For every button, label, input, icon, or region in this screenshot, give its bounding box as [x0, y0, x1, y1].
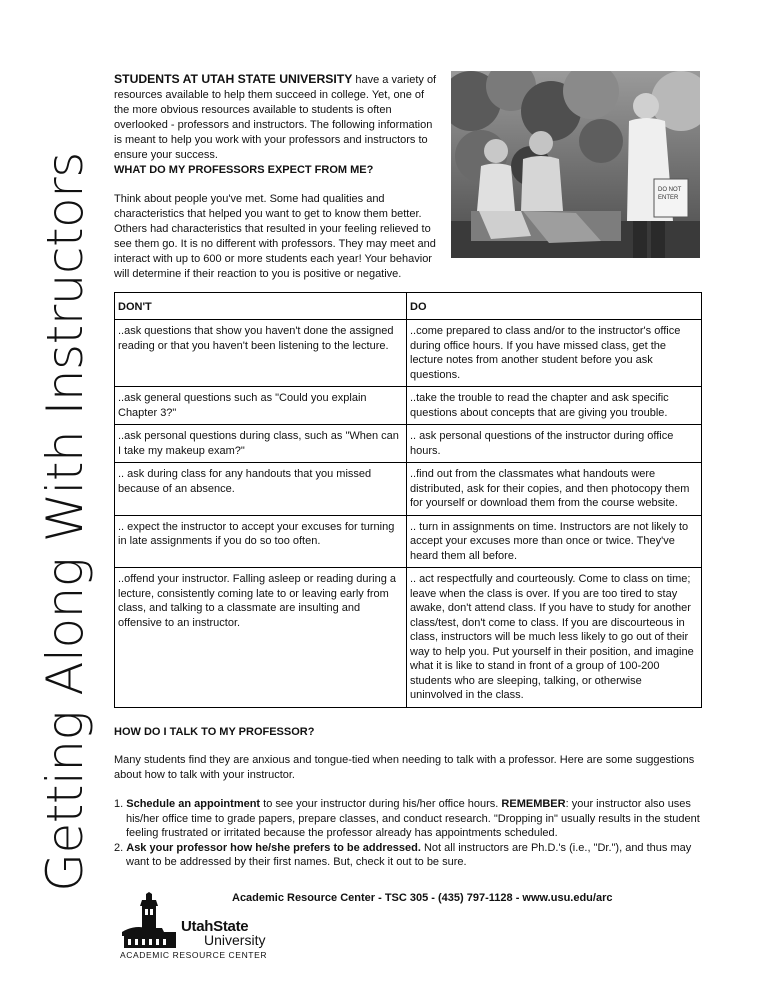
tip-text: Not all instructors are Ph.D.'s (i.e., "Dr."), and thus may want to be addressed by their first names. But, check it out to be sure.	[126, 841, 692, 868]
photo-illustration	[451, 71, 700, 258]
dont-do-table	[114, 292, 702, 708]
talk-paragraph: Many students find they are anxious and tongue-tied when needing to talk with a professor. Here are some suggestions about how to talk with your instructor.	[114, 754, 695, 781]
tip-text-2: : your instructor also uses his/her office time to grade papers, prepare classes, and conduct research. "Dropping in" usually results in the student feeling frustrated or irritated because the professor already has appointments scheduled.	[126, 798, 700, 839]
dont-cell: ..ask personal questions during class, such as "When can I take my makeup exam?"	[115, 425, 407, 463]
tip-number: 2.	[114, 841, 124, 854]
students-with-professor-photo	[451, 71, 700, 258]
suggestions-list	[114, 797, 704, 870]
photo-sign-text: DO NOT ENTER	[658, 187, 682, 201]
header-do: DO	[407, 293, 702, 320]
tip-remember: REMEMBER	[501, 798, 566, 810]
dont-cell: ..ask general questions such as "Could you explain Chapter 3?"	[115, 387, 407, 425]
side-title	[34, 57, 96, 987]
do-cell: ..take the trouble to read the chapter and ask specific questions about concepts that are giving you trouble.	[407, 387, 702, 425]
tip-bold: Ask your professor how he/she prefers to be addressed.	[126, 841, 421, 854]
intro-lead: STUDENTS AT UTAH STATE UNIVERSITY	[114, 72, 353, 86]
talk-heading: HOW DO I TALK TO MY PROFESSOR?	[114, 726, 315, 738]
header-dont: DON'T	[115, 293, 407, 320]
table-header-row	[115, 293, 702, 320]
logo-utahstate: UtahState	[181, 918, 249, 935]
tip-bold: Schedule an appointment	[126, 798, 261, 810]
dont-cell: ..offend your instructor. Falling asleep or reading during a lecture, consistently coming late to or leaving early from class, and talking to a classmate are insulting and offensive to an instructor.	[115, 568, 407, 708]
table-row	[115, 320, 702, 387]
do-cell: ..find out from the classmates what handouts were distributed, ask for their copies, and then photocopy them for yourself or download them from the course website.	[407, 463, 702, 516]
table-row	[115, 515, 702, 568]
list-item	[114, 841, 704, 870]
do-cell: .. ask personal questions of the instructor during office hours.	[407, 425, 702, 463]
dont-cell: .. expect the instructor to accept your excuses for turning in late assignments if you do so too often.	[115, 515, 407, 568]
logo-arc: ACADEMIC RESOURCE CENTER	[120, 950, 268, 960]
footer-contact: Academic Resource Center - TSC 305 - (435) 797-1128 - www.usu.edu/arc	[232, 892, 613, 904]
do-cell: .. act respectfully and courteously. Come to class on time; leave when the class is over. If you are too tired to stay awake, don't attend class. If you have to study for another class/test, don't come to class. If you are discourteous in class, instructors will be much less likely to go out of their way to help you. Put yourself in their position, and imagine what it is like to stand in front of a group of 100-200 students who are sleeping, talking, or otherwise uninvolved in the class.	[407, 568, 702, 708]
tip-number: 1.	[114, 798, 124, 810]
table-row	[115, 387, 702, 425]
logo-university: University	[204, 932, 266, 948]
do-cell: .. turn in assignments on time. Instructors are not likely to accept your excuses more than once or twice. They've heard them all before.	[407, 515, 702, 568]
expect-heading: WHAT DO MY PROFESSORS EXPECT FROM ME?	[114, 164, 374, 176]
expect-paragraph: Think about people you've met. Some had qualities and characteristics that helped you want to get to know them better. Others had characteristics that resulted in your feeling relieved to see them go. It is no different with professors. They may meet and interact with up to 600 or more students each year! Your behavior will determine if their reaction to you is positive or negative.	[114, 193, 436, 280]
list-item	[114, 797, 704, 841]
dont-cell: .. ask during class for any handouts that you missed because of an absence.	[115, 463, 407, 516]
usu-logo	[118, 892, 298, 962]
intro-text: have a variety of resources available to help them succeed in college. Yet, one of the more obvious resources available to students is often overlooked - professors and instructors. The following information is meant to help you work with your professors and instructors to ensure your success.	[114, 74, 437, 161]
table-row	[115, 568, 702, 708]
side-title-text: Getting Along With Instructors	[36, 152, 94, 892]
table-row	[115, 463, 702, 516]
table-row	[115, 425, 702, 463]
intro-paragraph	[114, 72, 442, 163]
do-cell: ..come prepared to class and/or to the instructor's office during office hours. If you have missed class, get the lecture notes from another student before you ask questions.	[407, 320, 702, 387]
tip-text: to see your instructor during his/her office hours.	[260, 798, 502, 810]
dont-cell: ..ask questions that show you haven't done the assigned reading or that you haven't been listening to the lecture.	[115, 320, 407, 387]
old-main-tower-icon	[118, 892, 180, 950]
